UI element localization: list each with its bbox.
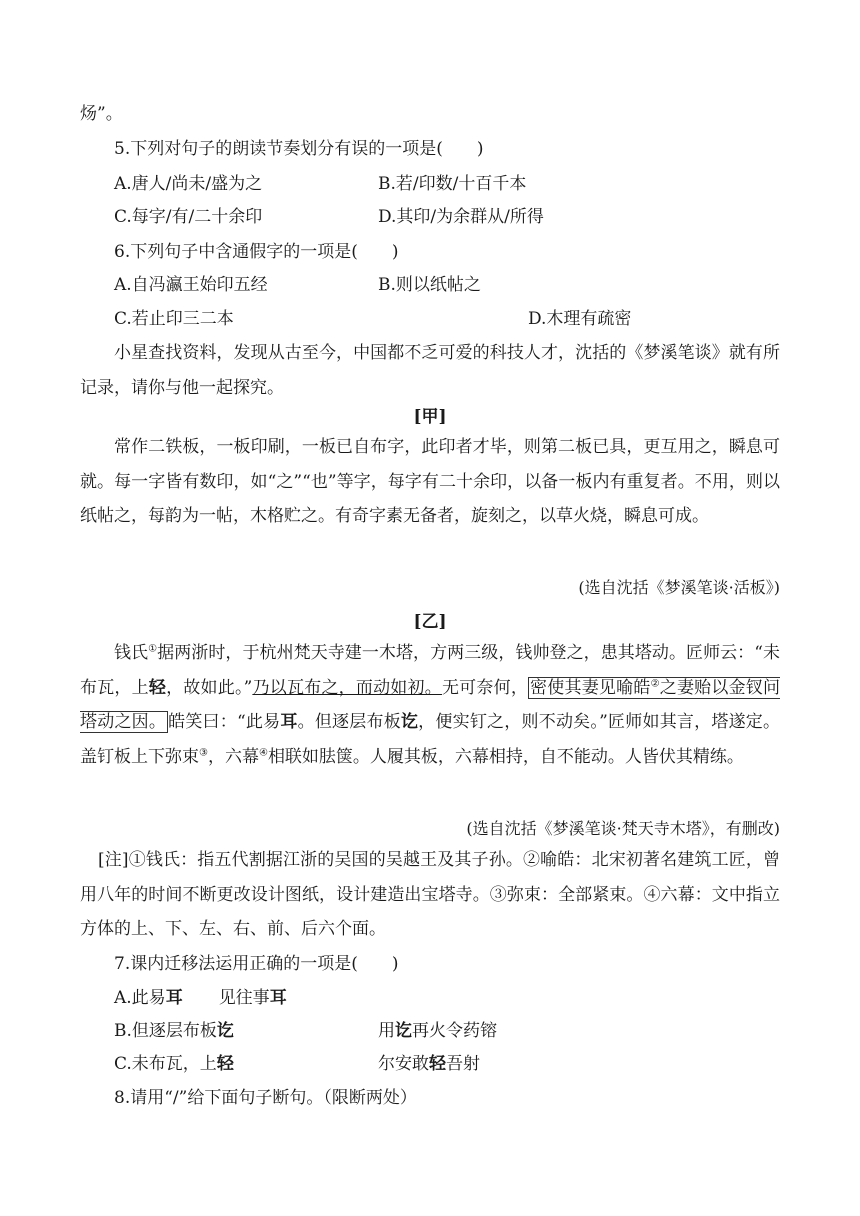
q6-option-a: A.自冯瀛王始印五经 <box>114 275 268 295</box>
q7-option-a <box>114 988 287 1008</box>
underlined-sentence: 乃以瓦布之，而动如初。 <box>252 677 442 698</box>
annotation-notes: [注]①钱氏：指五代割据江浙的吴国的吴越王及其子孙。②喻皓：北宋初著名建筑工匠，曾用八年的时间不断更改设计图纸，设计建造出宝塔寺。③弥束：全部紧束。④六幕：文中指立方体的上、下、左、右、前、后六个面。 <box>80 850 780 939</box>
footnote-2: ② <box>650 677 660 689</box>
intro-paragraph: 小星查找资料，发现从古至今，中国都不乏可爱的科技人才，沈括的《梦溪笔谈》就有所记录，请你与他一起探究。 <box>80 343 780 398</box>
q6-option-d: D.木理有疏密 <box>528 309 632 329</box>
question-6-stem: 6.下列句子中含通假字的一项是( ) <box>114 242 399 262</box>
question-5-stem: 5.下列对句子的朗读节奏划分有误的一项是( ) <box>114 139 484 159</box>
q7-c-right-group <box>378 1054 480 1074</box>
q7-b-right-group <box>378 1021 497 1041</box>
q7-b-right-bold: 讫 <box>395 1021 412 1041</box>
q5-option-row-1 <box>114 174 714 194</box>
q6-option-row-1 <box>114 275 714 295</box>
q7-c-left: C.未布瓦，上 <box>114 1054 217 1074</box>
question-8-stem: 8.请用“/”给下面句子断句。（限断两处） <box>114 1088 417 1108</box>
continued-text: 炀”。 <box>80 104 123 124</box>
q6-option-b: B.则以纸帖之 <box>378 275 481 295</box>
q7-c-right-bold: 轻 <box>429 1054 446 1074</box>
q7-a-right: 见往事 <box>218 988 270 1008</box>
boxed-text: 密使其妻见喻皓 <box>530 677 651 698</box>
q7-b-right: 用 <box>378 1021 395 1041</box>
q7-a-left: A.此易 <box>114 988 166 1008</box>
bold-word-qi: 讫 <box>400 712 419 732</box>
q7-option-c <box>114 1054 714 1074</box>
question-7-stem: 7.课内迁移法运用正确的一项是( ) <box>114 954 399 974</box>
q5-option-b: B.若/印数/十百千本 <box>378 174 527 194</box>
yi-text-part: ，故如此。” <box>166 677 253 698</box>
passage-jia-source: (选自沈括《梦溪笔谈·活板》) <box>578 578 780 597</box>
q7-c-right: 尔安敢 <box>378 1054 429 1074</box>
q7-c-right2: 吾射 <box>446 1054 480 1074</box>
q7-b-bold: 讫 <box>216 1021 234 1041</box>
yi-text-part: 据两浙时，于杭州梵天寺建一木塔，方两三级，钱帅登之，患其塔动。匠师云：“未布瓦，上 <box>80 643 780 698</box>
boxed-text: 之妻贻以金钗问塔动之因。 <box>80 677 781 732</box>
q7-option-b <box>114 1021 714 1041</box>
yi-text-part: 。但逐层布板 <box>297 712 401 732</box>
q7-a-right-bold: 耳 <box>269 988 287 1008</box>
bold-word-er: 耳 <box>280 712 298 732</box>
q7-b-right2: 再火令药镕 <box>412 1021 497 1041</box>
bold-word-qing: 轻 <box>148 677 167 698</box>
q7-c-bold: 轻 <box>216 1054 234 1074</box>
q6-option-row-2 <box>114 309 734 329</box>
footnote-3: ③ <box>199 746 208 758</box>
q5-option-row-2 <box>114 207 714 227</box>
yi-text-part: ，便实钉之，则不动矣。”匠师如其言，塔遂定。盖钉板上下弥束 <box>80 712 781 767</box>
yi-text-part: 钱氏 <box>114 643 149 663</box>
yi-text-part: 相联如胠箧。人履其板，六幕相持，自不能动。人皆伏其精练。 <box>267 746 744 767</box>
q6-option-c: C.若止印三二本 <box>114 309 234 329</box>
footnote-4: ④ <box>258 746 268 758</box>
footnote-1: ① <box>148 643 158 655</box>
passage-yi-source: (选自沈括《梦溪笔谈·梵天寺木塔》，有删改) <box>466 819 780 838</box>
yi-text-part: 无可奈何， <box>441 677 529 698</box>
passage-yi-text <box>80 636 780 774</box>
q5-option-a: A.唐人/尚未/盛为之 <box>114 174 263 194</box>
passage-jia-title: [甲] <box>413 407 447 427</box>
q5-option-c: C.每字/有/二十余印 <box>114 207 263 227</box>
passage-jia-text: 常作二铁板，一板印刷，一板已自布字，此印者才毕，则第二板已具，更互用之，瞬息可就。每一字皆有数印，如“之”“也”等字，每字有二十余印，以备一板内有重复者。不用，则以纸帖之，每韵为一帖，木格贮之。有奇字素无备者，旋刻之，以草火烧，瞬息可成。 <box>80 437 780 526</box>
yi-text-part: ，六幕 <box>207 746 259 767</box>
yi-text-part: 皓笑曰：“此易 <box>168 712 281 732</box>
q7-b-left: B.但逐层布板 <box>114 1021 217 1041</box>
q5-option-d: D.其印/为余群从/所得 <box>378 207 544 227</box>
passage-yi-title: [乙] <box>413 612 447 632</box>
q7-a-bold: 耳 <box>165 988 183 1008</box>
